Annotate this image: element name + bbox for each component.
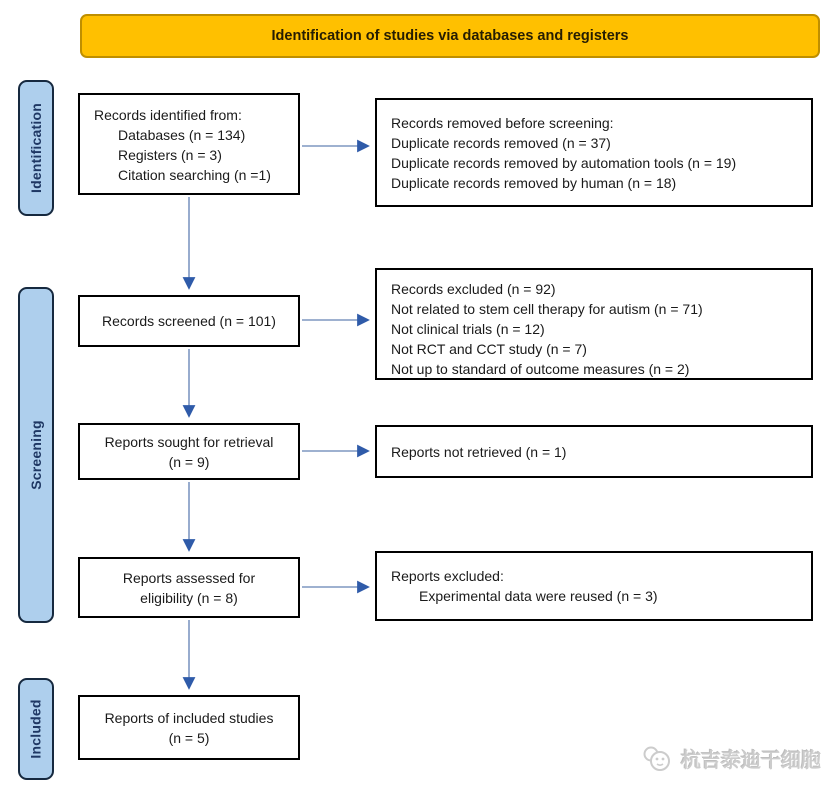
- box-records-screened: [78, 295, 300, 347]
- stage-included: [18, 678, 54, 780]
- records-excluded-item: Not RCT and CCT study (n = 7): [391, 341, 587, 357]
- box-records-identified: [78, 93, 300, 195]
- watermark-text: 杭吉泰迪干细胞: [681, 750, 821, 772]
- box-reports-assessed: [78, 557, 300, 618]
- reports-included-line2: (n = 5): [168, 729, 210, 746]
- banner-title-text: Identification of studies via databases and registers: [271, 28, 629, 44]
- stage-identification-label: Identification: [28, 103, 45, 193]
- stage-included-label: Included: [28, 699, 45, 759]
- box-reports-included: [78, 695, 300, 760]
- reports-sought-line2: (n = 9): [168, 453, 210, 470]
- banner-title: [80, 14, 820, 58]
- reports-excluded-item: Experimental data were reused (n = 3): [419, 588, 658, 604]
- records-removed-item: Duplicate records removed by human (n = 18): [391, 175, 677, 191]
- records-identified-item: Databases (n = 134): [118, 127, 246, 143]
- box-reports-not-retrieved: [375, 425, 813, 478]
- records-identified-item: Citation searching (n =1): [118, 167, 271, 183]
- reports-assessed-line2: eligibility (n = 8): [140, 589, 238, 606]
- records-removed-subtitle: Duplicate records removed (n = 37): [391, 135, 611, 151]
- records-removed-title: Records removed before screening:: [391, 115, 614, 131]
- reports-included-line1: Reports of included studies: [104, 709, 274, 726]
- records-excluded-item: Not clinical trials (n = 12): [391, 321, 545, 337]
- watermark: [641, 744, 821, 773]
- records-screened-text: Records screened (n = 101): [102, 313, 276, 329]
- records-removed-item: Duplicate records removed by automation tools (n = 19): [391, 155, 737, 171]
- records-excluded-item: Not related to stem cell therapy for autism (n = 71): [391, 301, 703, 317]
- stage-screening-label: Screening: [28, 420, 44, 490]
- reports-not-retrieved-text: Reports not retrieved (n = 1): [391, 443, 567, 460]
- box-records-excluded: [375, 268, 813, 380]
- reports-assessed-line1: Reports assessed for: [122, 569, 256, 586]
- reports-excluded-title: Reports excluded:: [391, 568, 504, 584]
- stage-identification: [18, 80, 54, 216]
- records-excluded-title: Records excluded (n = 92): [391, 281, 556, 297]
- records-excluded-item: Not up to standard of outcome measures (n = 2): [391, 361, 690, 377]
- box-records-removed: [375, 98, 813, 207]
- watermark-logo-icon: [641, 745, 675, 773]
- records-identified-title: Records identified from:: [94, 107, 242, 123]
- box-reports-excluded: [375, 551, 813, 621]
- records-identified-item: Registers (n = 3): [118, 147, 222, 163]
- stage-screening: [18, 287, 54, 623]
- box-reports-sought: [78, 423, 300, 480]
- reports-sought-line1: Reports sought for retrieval: [104, 433, 274, 450]
